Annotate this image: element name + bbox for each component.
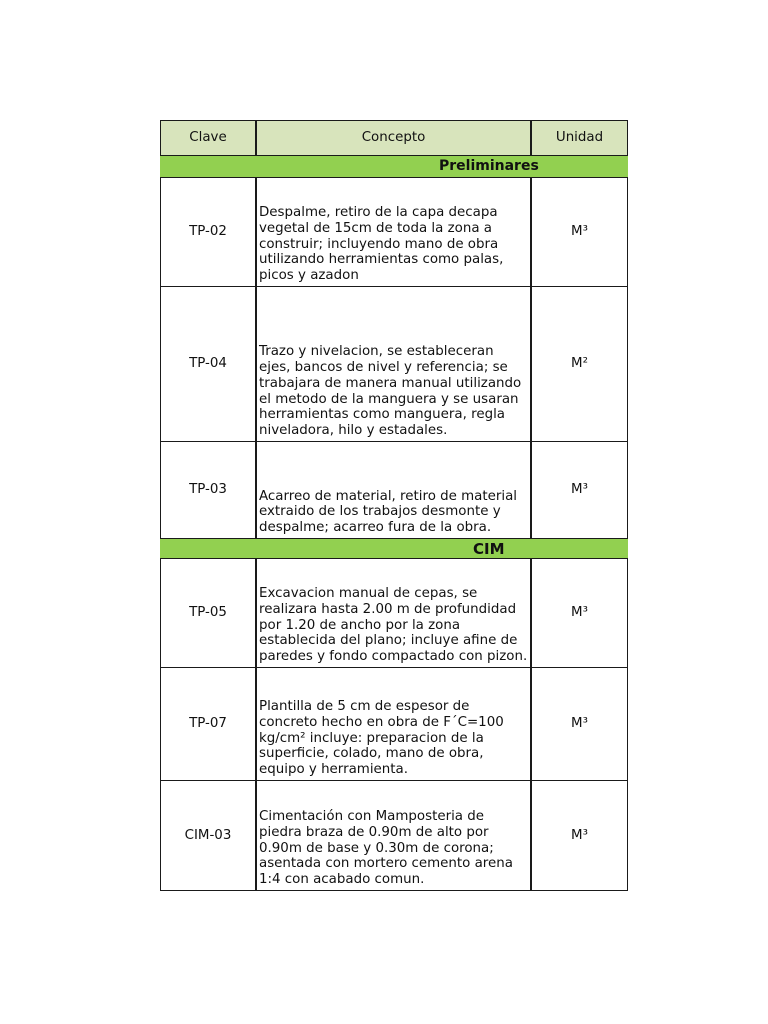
clave-cell: TP-03 — [160, 442, 256, 539]
clave-cell: TP-02 — [160, 177, 256, 287]
concepto-cell — [256, 781, 531, 891]
unidad-cell: M³ — [531, 781, 628, 891]
concepto-cell — [256, 668, 531, 781]
clave-cell: CIM-03 — [160, 781, 256, 891]
section-title: Preliminares — [439, 158, 539, 174]
table-row — [160, 177, 628, 287]
section-title: CIM — [473, 540, 505, 558]
unidad-cell: M³ — [531, 442, 628, 539]
quantities-table — [160, 120, 628, 891]
concepto-text: Acarreo de material, retiro de material extraido de los trabajos desmonte y despalme; acarreo fura de la obra. — [259, 488, 518, 536]
concepto-cell — [256, 442, 531, 539]
table-row — [160, 781, 628, 891]
concepto-text: Excavacion manual de cepas, se realizara hasta 2.00 m de profundidad por 1.20 de ancho por la zona establecida del plano; incluye afine de paredes y fondo compactado con pizon. — [259, 586, 528, 665]
table-row — [160, 558, 628, 668]
header-concepto: Concepto — [256, 120, 531, 156]
concepto-text: Despalme, retiro de la capa decapa vegetal de 15cm de toda la zona a construir; incluyendo mano de obra utilizando herramientas como palas, picos y azadon — [259, 205, 504, 284]
unidad-cell: M³ — [531, 558, 628, 668]
concepto-cell — [256, 287, 531, 442]
header-clave: Clave — [160, 120, 256, 156]
table-header — [160, 120, 628, 156]
unidad-cell: M² — [531, 287, 628, 442]
unidad-cell: M³ — [531, 177, 628, 287]
concepto-text: Trazo y nivelacion, se estableceran ejes, bancos de nivel y referencia; se trabajara de manera manual utilizando el metodo de la manguera y se usaran herramientas como manguera, regla niveladora, hilo y estadales. — [259, 344, 522, 439]
concepto-text: Plantilla de 5 cm de espesor de concreto hecho en obra de F´C=100 kg/cm² incluye: preparacion de la superficie, colado, mano de obra, equipo y herramienta. — [259, 699, 504, 778]
section-preliminares — [160, 156, 628, 177]
table-row — [160, 668, 628, 781]
header-unidad: Unidad — [531, 120, 628, 156]
concepto-cell — [256, 558, 531, 668]
clave-cell: TP-05 — [160, 558, 256, 668]
clave-cell: TP-07 — [160, 668, 256, 781]
section-cim — [160, 539, 628, 558]
concepto-cell — [256, 177, 531, 287]
clave-cell: TP-04 — [160, 287, 256, 442]
unidad-cell: M³ — [531, 668, 628, 781]
table-row — [160, 442, 628, 539]
table-row — [160, 287, 628, 442]
concepto-text: Cimentación con Mamposteria de piedra braza de 0.90m de alto por 0.90m de base y 0.30m de corona; asentada con mortero cemento arena 1:4 con acabado comun. — [259, 809, 513, 888]
